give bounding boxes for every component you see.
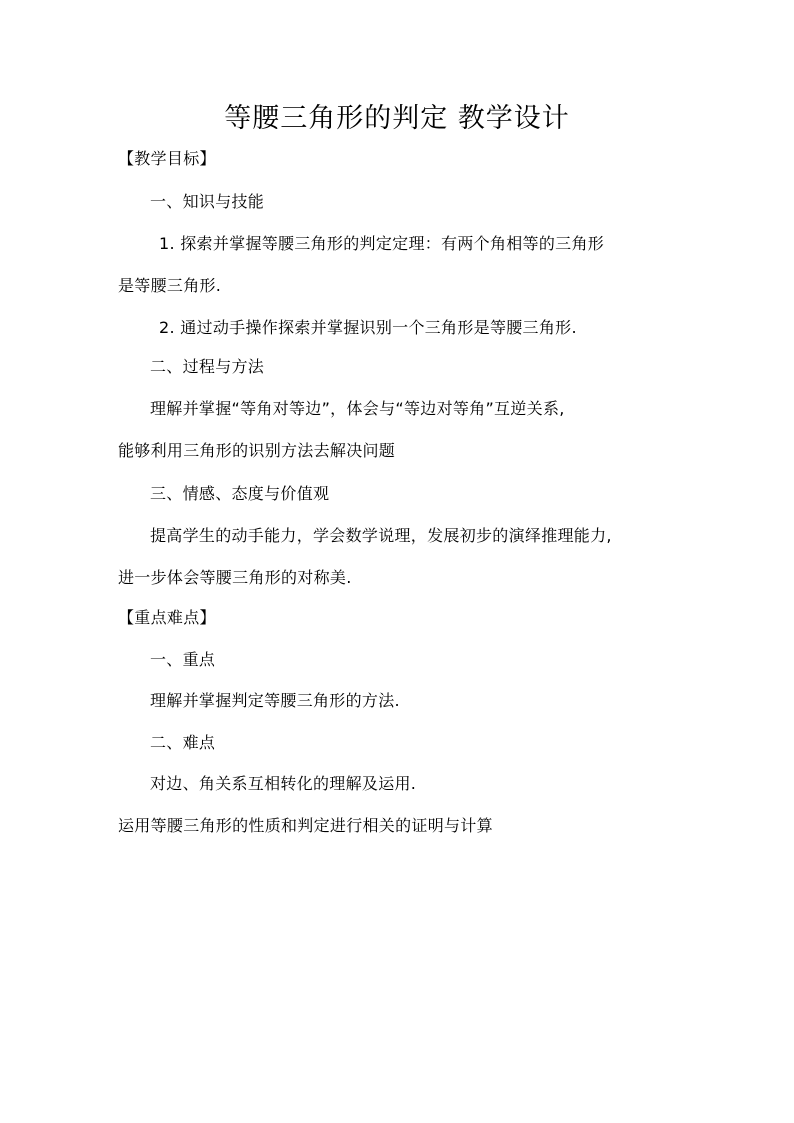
paragraph-line: 理解并掌握判定等腰三角形的方法. [150,691,400,710]
paragraph-line: 是等腰三角形. [118,276,222,295]
subheading-difficult-points: 二、难点 [150,733,216,752]
paragraph-line: 1. 探索并掌握等腰三角形的判定定理：有两个角相等的三角形 [159,234,605,253]
paragraph-line: 能够利用三角形的识别方法去解决问题 [118,441,396,460]
subheading-key-points: 一、重点 [150,650,216,669]
paragraph-line: 提高学生的动手能力，学会数学说理，发展初步的演绎推理能力, [150,526,612,545]
subheading-knowledge-skills: 一、知识与技能 [150,192,265,211]
paragraph-line: 进一步体会等腰三角形的对称美. [118,568,352,587]
paragraph-line: 运用等腰三角形的性质和判定进行相关的证明与计算 [118,816,493,835]
document-title: 等腰三角形的判定 教学设计 [224,103,570,134]
paragraph-line: 2. 通过动手操作探索并掌握识别一个三角形是等腰三角形. [159,318,577,337]
section-heading-teaching-goals: 【教学目标】 [118,149,216,168]
subheading-process-method: 二、过程与方法 [150,357,265,376]
paragraph-line: 对边、角关系互相转化的理解及运用. [150,774,417,793]
section-heading-key-difficult-points: 【重点难点】 [118,608,216,627]
paragraph-line: 理解并掌握“等角对等边”，体会与“等边对等角”互逆关系, [150,399,565,418]
subheading-emotion-attitude-values: 三、情感、态度与价值观 [150,484,330,503]
